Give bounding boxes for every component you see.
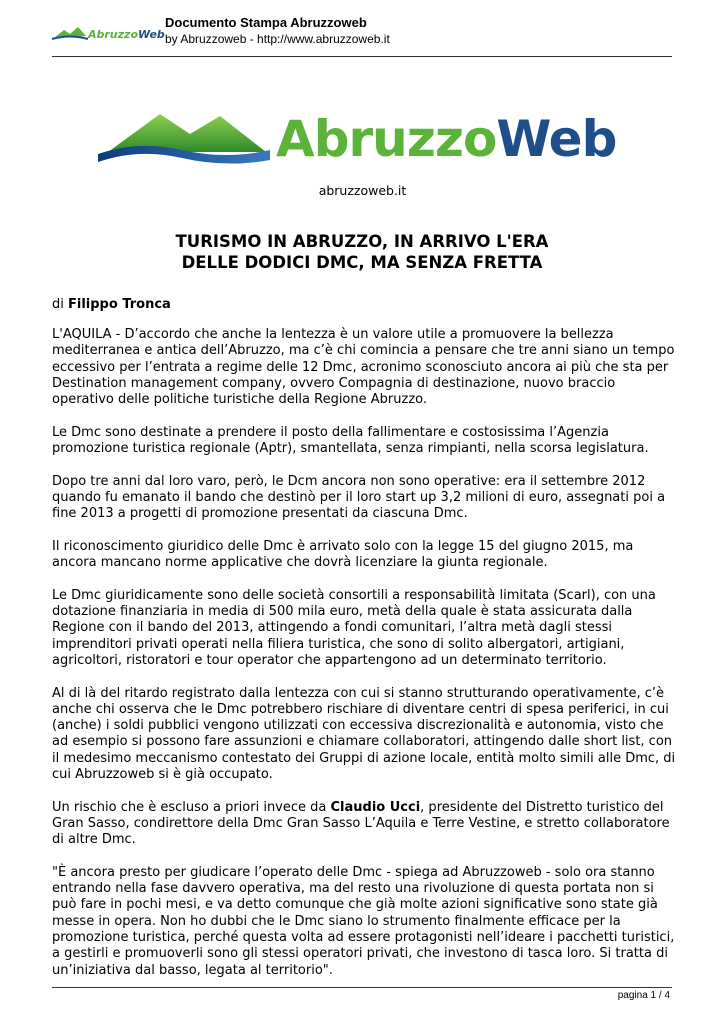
paragraph: Le Dmc sono destinate a prendere il posto della fallimentare e costosissima l’Agenzia promozione turistica regionale (Aptr), smantellata, senza rimpianti, nella scorsa legislatura. <box>52 424 649 457</box>
paragraph: Le Dmc giuridicamente sono delle società consortili a responsabilità limitata (Scarl), con una dotazione finanziaria in media di 500 mila euro, metà della quale è stata assicurata dalla Regione con il bando del 2013, attingendo a fondi comunitari, l’altra metà dagli stessi imprenditori privati operati nella filiera turistica, che sono di solito albergatori, artigiani, agricoltori, ristoratori e tour operator che appartengono ad un determinato territorio. <box>52 587 656 668</box>
paragraph: Dopo tre anni dal loro varo, però, le Dcm ancora non sono operative: era il settembre 2012 quando fu emanato il bando che destinò per il loro start up 3,2 milioni di euro, assegnati poi a fine 2013 a progetti di promozione presentati da ciascuna Dmc. <box>52 473 666 522</box>
svg-text:AbruzzoWeb <box>276 110 616 168</box>
paragraph: "È ancora presto per giudicare l’operato delle Dmc - spiega ad Abruzzoweb - solo ora stanno entrando nella fase davvero operativa, ma del resto una rivoluzione di questa portata non si può fare in pochi mesi, e va detto comunque che già molte azioni significative sono state già messe in opera. Non ho dubbi che le Dmc siano lo strumento finalmente efficace per la promozione turistica, perché questa volta ad essere protagonisti nell’ideare i pacchetti turistici, a gestirli e promuoverli sono gli stessi operatori privati, che investono di tasca loro. Si tratta di un’iniziativa dal basso, legata al territorio". <box>52 864 675 978</box>
article-title <box>52 231 672 273</box>
byline-prefix: di <box>52 297 68 312</box>
footer-divider <box>52 987 672 988</box>
paragraph: Al di là del ritardo registrato dalla lentezza con cui si stanno strutturando operativamente, c’è anche chi osserva che le Dmc potrebbero rischiare di diventare centri di spesa periferici, in cui (anche) i soldi pubblici vengono utilizzati con eccessiva discrezionalità e autonomia, visto che ad esempio si possono fare assunzioni e chiamare collaboratori, attingendo dalle short list, con il medesimo meccanismo contestato dei Gruppi di azione locale, entità molto simili alle Dmc, di cui Abruzzoweb si è già occupato. <box>52 685 676 783</box>
page-number: pagina 1 / 4 <box>617 990 670 1001</box>
logo-text-accent: Web <box>496 110 617 168</box>
byline <box>52 297 171 312</box>
article-title-line-1: TURISMO IN ABRUZZO, IN ARRIVO L'ERA <box>175 232 549 251</box>
paragraph <box>52 800 676 849</box>
header-subtitle: by Abruzzoweb - http://www.abruzzoweb.it <box>165 32 390 46</box>
article-body <box>52 327 676 995</box>
abruzzoweb-small-logo <box>52 22 165 44</box>
person-name: Claudio Ucci <box>330 799 421 815</box>
header-divider <box>52 56 672 57</box>
paragraph: Il riconoscimento giuridico delle Dmc è arrivato solo con la legge 15 del giugno 2015, ma ancora mancano norme applicative che dovrà licenziare la giunta regionale. <box>52 538 634 571</box>
paragraph: L'AQUILA - D’accordo che anche la lentezza è un valore utile a promuovere la bellezza mediterranea e antica dell’Abruzzo, ma c’è chi comincia a pensare che tre anni siano un tempo eccessivo per l’entrata a regime delle 12 Dmc, acronimo sconosciuto ancora ai più che sta per Destination management company, ovvero Compagnia di destinazione, nuovo braccio operativo delle politiche turistiche della Regione Abruzzo. <box>52 327 675 408</box>
document-header <box>52 14 672 56</box>
author-name: Filippo Tronca <box>68 297 171 312</box>
header-title: Documento Stampa Abruzzoweb <box>165 15 367 30</box>
site-name: abruzzoweb.it <box>318 183 407 198</box>
logo-text-main: Abruzzo <box>276 110 497 168</box>
abruzzoweb-logo <box>98 100 617 172</box>
p7-before: Un rischio che è escluso a priori invece da <box>52 799 331 815</box>
p7-after: , presidente del Distretto turistico del Gran Sasso, condirettore della Dmc Gran Sasso L’Aquila e Terre Vestine, e stretto collaboratore di altre Dmc. <box>52 799 670 848</box>
article-title-line-2: DELLE DODICI DMC, MA SENZA FRETTA <box>181 253 543 272</box>
svg-text:AbruzzoWeb: AbruzzoWeb <box>88 28 165 41</box>
